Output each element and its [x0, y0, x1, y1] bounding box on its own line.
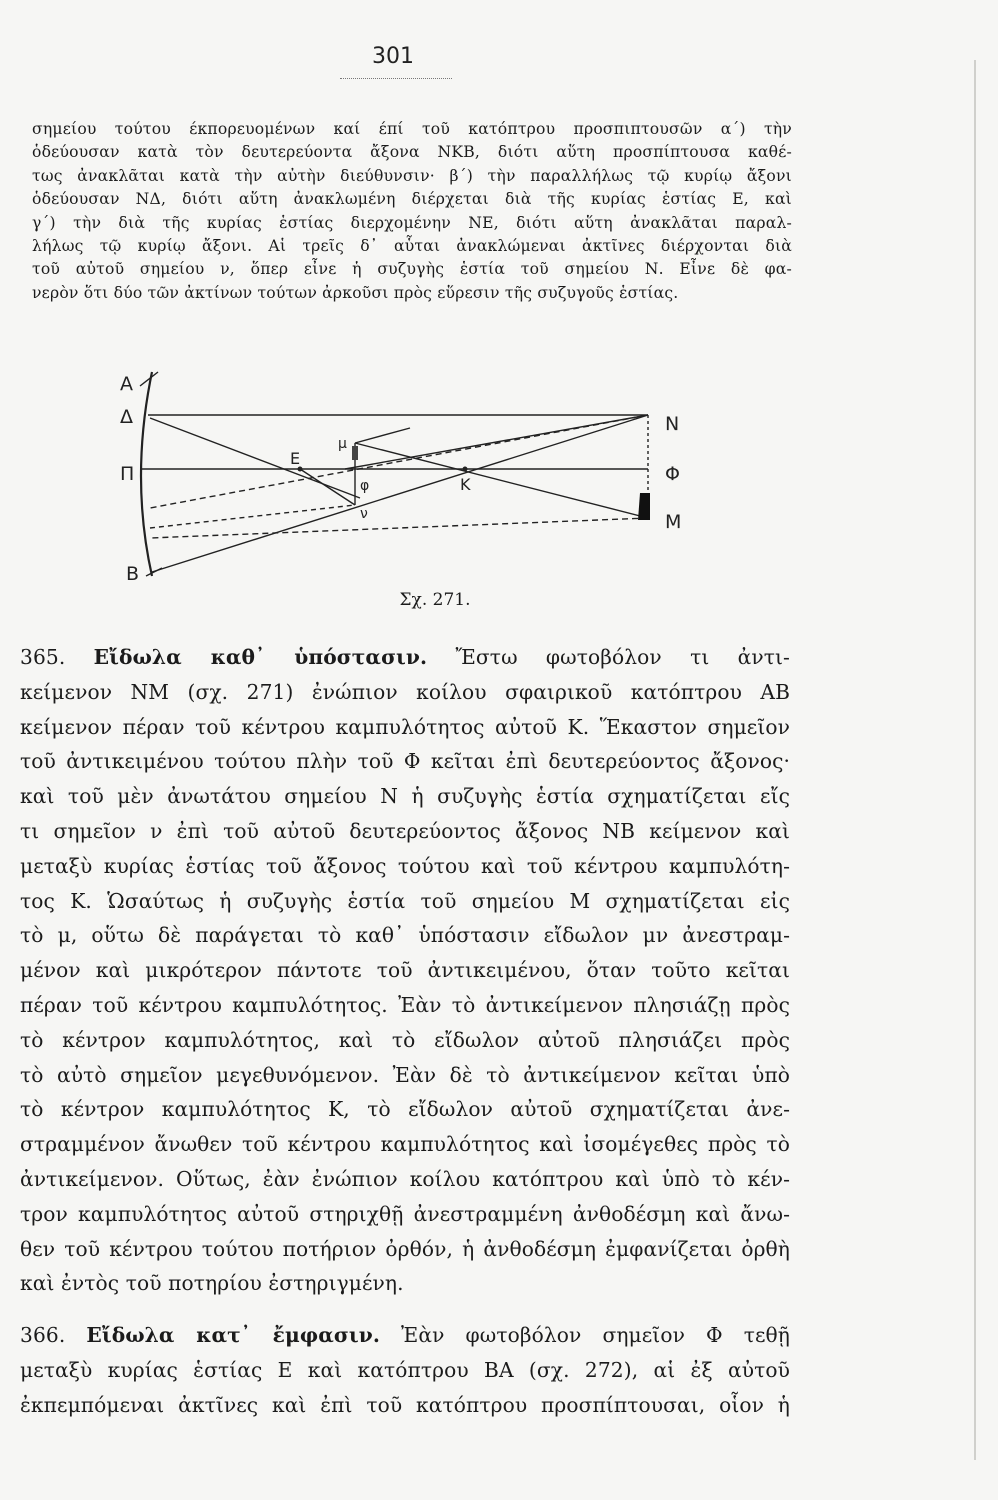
label-B: Β	[126, 563, 140, 585]
text-line: τι σημεῖον ν ἐπὶ τοῦ αὐτοῦ δευτερεύοντος ἄξονος ΝΒ κείμενον καὶ	[20, 818, 790, 843]
text-line: τρον καμπυλότητος αὐτοῦ στηριχθῇ ἀνεστραμμένη ἀνθοδέσμη καὶ ἄνω-	[20, 1201, 790, 1226]
text-line: τος Κ. Ὡσαύτως ἡ συζυγὴς ἑστία τοῦ σημείου Μ σχηματίζεται εἰς	[20, 888, 790, 913]
page-edge-shadow	[974, 60, 976, 1460]
object-candle	[638, 493, 650, 520]
mirror-bottom-tick	[146, 568, 162, 576]
text-line: τὸ κέντρον καμπυλότητος, καὶ τὸ εἴδωλον αὐτοῦ πλησιάζει πρὸς	[20, 1027, 790, 1052]
text-line: θεν τοῦ κέντρου τούτου ποτήριον ὀρθόν, ἡ ἀνθοδέσμη ἐμφανίζεται ὀρθὴ	[20, 1236, 790, 1261]
point-K	[463, 467, 468, 472]
section-title: Εἴδωλα κατ᾽ ἔμφασιν.	[86, 1323, 380, 1347]
text-line: κείμενον πέραν τοῦ κέντρου καμπυλότητος αὐτοῦ Κ. Ἕκαστον σημεῖον	[20, 714, 790, 739]
text-line: Ἐὰν φωτοβόλον σημεῖον Φ τεθῇ	[401, 1323, 790, 1347]
mu-ray	[355, 428, 410, 443]
label-D: Δ	[120, 406, 133, 428]
text-line: τοῦ αὐτοῦ σημείου ν, ὅπερ εἶνε ἡ συζυγὴς ἑστία τοῦ σημείου Ν. Εἶνε δὲ φα-	[32, 260, 792, 279]
text-line: τὸ κέντρον καμπυλότητος Κ, τὸ εἴδωλον αὐτοῦ σχηματίζεται ἀνε-	[20, 1097, 790, 1122]
label-M: Μ	[665, 511, 682, 533]
ray-NE	[345, 415, 648, 469]
text-line: πέραν τοῦ κέντρου καμπυλότητος. Ἐὰν τὸ ἀντικείμενον πλησιάζῃ πρὸς	[20, 992, 790, 1017]
text-line: μεταξὺ κυρίας ἑστίας Ε καὶ κατόπτρου ΒΑ (σχ. 272), αἱ ἐξ αὐτοῦ	[20, 1357, 790, 1382]
header-rule	[340, 78, 452, 79]
text-line: τὸ μ, οὕτω δὲ παράγεται τὸ καθ᾽ ὑπόστασιν εἴδωλον μν ἀνεστραμ-	[20, 923, 790, 948]
text-line: γ΄) τὴν διὰ τῆς κυρίας ἑστίας διερχομένην ΝΕ, διότι αὕτη ἀνακλᾶται παραλ-	[32, 213, 792, 232]
text-line: τοῦ ἀντικειμένου τούτου πλὴν τοῦ Φ κεῖται ἐπὶ δευτερεύοντος ἄξονος·	[20, 749, 790, 774]
mirror-arc	[141, 372, 152, 576]
secondary-axis-NB	[152, 415, 648, 572]
section-365	[20, 640, 790, 1301]
section-365-first-line	[20, 640, 790, 675]
ray-from-mirror	[150, 505, 355, 528]
text-line: μεταξὺ κυρίας ἑστίας τοῦ ἄξονος τούτου καὶ τοῦ κέντρου καμπυλότη-	[20, 853, 790, 878]
text-line: στραμμένον ἄνωθεν τοῦ κέντρου καμπυλότητος καὶ ἰσομέγεθες πρὸς τὸ	[20, 1132, 790, 1157]
text-line: σημείου τούτου έκπορευομένων καί έπί τοῦ κατόπτρου προσπιπτουσῶν α΄) τὴν	[32, 120, 792, 138]
text-line: τως ἀνακλᾶται κατὰ τὴν αὐτὴν διεύθυνσιν· β΄) τὴν παραλλήλως τῷ κυρίῳ ἄξονι	[32, 166, 792, 185]
label-K: Κ	[460, 475, 471, 494]
ray-to-M	[355, 443, 648, 518]
text-line: ἐκπεμπόμεναι ἀκτῖνες καὶ ἐπὶ τοῦ κατόπτρου προσπίπτουσαι, οἷον ἡ	[20, 1392, 790, 1417]
text-line: λήλως τῷ κυρίῳ ἄξονι. Αἱ τρεῖς δ᾽ αὗται ἀνακλώμεναι ἀκτῖνες διέρχονται διὰ	[32, 236, 792, 255]
text-line: καὶ ἐντὸς τοῦ ποτηρίου ἐστηριγμένη.	[20, 1271, 404, 1296]
section-366-first-line	[20, 1318, 790, 1353]
label-P: Π	[120, 463, 135, 485]
ray-from-top	[150, 418, 360, 498]
section-number: 366.	[20, 1323, 66, 1347]
text-line: μένον καὶ μικρότερον πάντοτε τοῦ ἀντικειμένου, ὅταν τοῦτο κεῖται	[20, 958, 790, 983]
text-line: κείμενον ΝΜ (σχ. 271) ἐνώπιον κοίλου σφαιρικοῦ κατόπτρου ΑΒ	[20, 679, 790, 704]
text-line: ὁδεύουσαν κατὰ τὸν δευτερεύοντα ἄξονα ΝΚΒ, διότι αὕτη προσπίπτουσα καθέ-	[32, 143, 792, 162]
label-N: Ν	[665, 413, 680, 435]
section-title: Εἴδωλα καθ᾽ ὑπόστασιν.	[93, 645, 428, 669]
label-E: Ε	[290, 449, 301, 468]
section-366	[20, 1318, 790, 1422]
text-line: καὶ τοῦ μὲν ἀνωτάτου σημείου Ν ἡ συζυγὴς ἑστία σχηματίζεται εἴς	[20, 784, 790, 809]
image-candle	[352, 446, 358, 460]
figure-271	[110, 368, 710, 588]
label-F: Φ	[665, 463, 680, 485]
text-line: ἀντικείμενον. Οὕτως, ἐὰν ἐνώπιον κοίλου κατόπτρου καὶ ὑπὸ τὸ κέν-	[20, 1166, 790, 1191]
intro-paragraph	[32, 118, 792, 305]
text-line: Ἔστω φωτοβόλον τι ἀντι-	[455, 645, 790, 669]
label-nu: ν	[360, 506, 368, 522]
text-line: τὸ αὐτὸ σημεῖον μεγεθυνόμενον. Ἐὰν δὲ τὸ ἀντικείμενον κεῖται ὑπὸ	[20, 1062, 790, 1087]
label-mu: μ	[338, 436, 347, 452]
label-A: Α	[120, 373, 133, 395]
figure-caption: Σχ. 271.	[399, 590, 471, 610]
label-phi: φ	[360, 478, 370, 494]
text-line: νερὸν ὅτι δύο τῶν ἀκτίνων τούτων ἀρκοῦσι πρὸς εὕρεσιν τῆς συζυγοῦς ἑστίας.	[32, 283, 679, 302]
text-line: ὁδεύουσαν ΝΔ, διότι αὕτη ἀνακλωμένη διέρχεται διὰ τῆς κυρίας ἑστίας Ε, καὶ	[32, 190, 792, 209]
section-number: 365.	[20, 645, 66, 669]
page-number: 301	[372, 44, 414, 69]
ray-M-dashed-2	[150, 518, 648, 538]
